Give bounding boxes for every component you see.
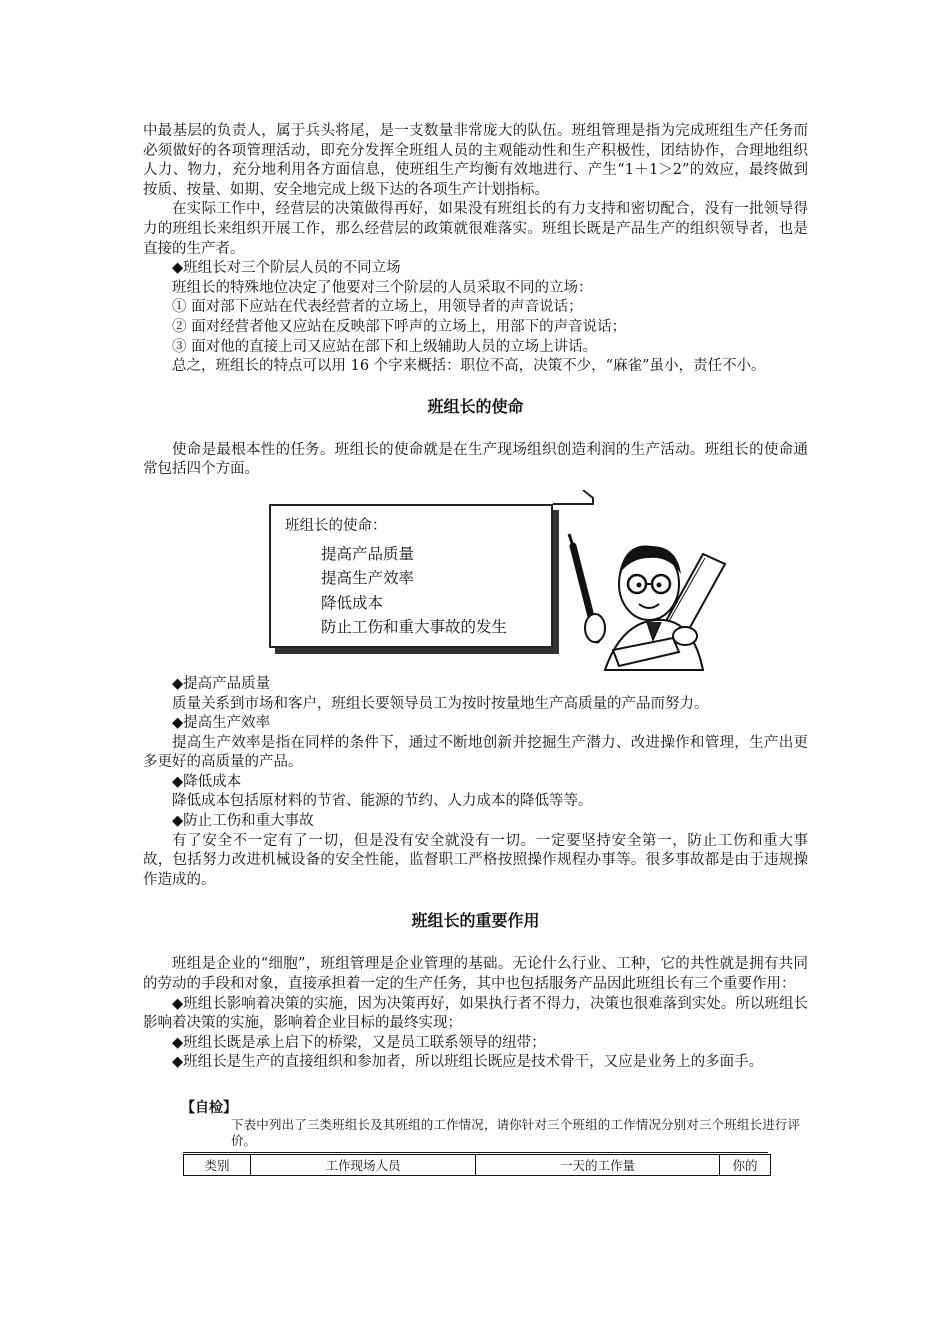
- cartoon-man-illustration: [553, 490, 743, 675]
- table-header-row: [184, 1155, 771, 1176]
- intro-paragraph-2: 在实际工作中，经营层的决策做得再好，如果没有班组长的有力支持和密切配合，没有一批领导得力的班组长来组织开展工作，那么经营层的政策就很难落实。班组长既是产品生产的组织领导者，也是直接的生产者。: [143, 201, 808, 257]
- summary-paragraph: 总之，班组长的特点可以用 16 个字来概括：职位不高，决策不少，“麻雀”虽小，责任不小。: [172, 358, 766, 375]
- mission-figure-item: 防止工伤和重大事故的发生: [321, 618, 508, 637]
- mission-figure: [143, 490, 808, 675]
- mission-figure-item: 提高生产效率: [321, 569, 415, 588]
- mission-figure-title: 班组长的使命：: [285, 517, 387, 534]
- document-page: [143, 122, 808, 1176]
- stance-intro: 班组长的特殊地位决定了他要对三个阶层的人员采取不同的立场：: [172, 279, 593, 296]
- mission-figure-list: [321, 542, 507, 640]
- stance-heading: ◆班组长对三个阶层人员的不同立场: [172, 260, 401, 277]
- role-intro: 班组是企业的“细胞”，班组管理是企业管理的基础。无论什么行业、工种，它的共性就是拥有共同的劳动的手段和对象，直接承担着一定的生产任务，其中也包括服务产品因此班组长有三个重要作用：: [143, 956, 808, 993]
- role-item-3: ◆班组长是生产的直接组织和参加者，所以班组长既应是技术骨干，又应是业务上的多面手。: [172, 1054, 764, 1071]
- selfcheck-table: [183, 1154, 771, 1176]
- intro-paragraph-1: 中最基层的负责人，属于兵头将尾，是一支数量非常庞大的队伍。班组管理是指为完成班组生产任务而必须做好的各项管理活动，即充分发挥全班组人员的主观能动性和生产积极性，团结协作，合理地组织人力、物力，充分地利用各方面信息，使班组生产均衡有效地进行、产生“1＋1＞2”的效应，最终做到按质、按量、如期、安全地完成上级下达的各项生产计划指标。: [143, 123, 808, 198]
- table-header-cell: 类别: [184, 1155, 251, 1176]
- stance-item-2: ② 面对经营者他又应站在反映部下呼声的立场上，用部下的声音说话；: [172, 318, 627, 335]
- role-item-2: ◆班组长既是承上启下的桥梁，又是员工联系领导的纽带；: [172, 1034, 546, 1051]
- role-item-1: ◆班组长影响着决策的实施，因为决策再好，如果执行者不得力，决策也很难落到实处。所以班组长影响着决策的实施，影响着企业目标的最终实现；: [143, 995, 808, 1032]
- table-header-cell: 工作现场人员: [251, 1155, 476, 1176]
- quality-heading: ◆提高产品质量: [172, 675, 271, 692]
- stance-item-1: ① 面对部下应站在代表经营者的立场上，用领导者的声音说话；: [172, 299, 583, 316]
- efficiency-text: 提高生产效率是指在同样的条件下，通过不断地创新并挖掘生产潜力、改进操作和管理，生产出更多更好的高质量的产品。: [143, 734, 808, 771]
- mission-figure-item: 降低成本: [321, 593, 384, 612]
- safety-heading: ◆防止工伤和重大事故: [172, 813, 314, 830]
- quality-text: 质量关系到市场和客户，班组长要领导员工为按时按量地生产高质量的产品而努力。: [172, 695, 709, 712]
- cost-heading: ◆降低成本: [172, 773, 242, 790]
- role-section-title: 班组长的重要作用: [411, 911, 540, 931]
- table-top-rule: [183, 1152, 768, 1153]
- selfcheck-heading: 【自检】: [181, 1100, 237, 1116]
- table-header-cell: 一天的工作量: [476, 1155, 720, 1176]
- mission-section-title: 班组长的使命: [427, 396, 524, 416]
- table-header-cell: 你的: [720, 1155, 771, 1176]
- mission-figure-box: [269, 504, 553, 648]
- cost-text: 降低成本包括原材料的节省、能源的节约、人力成本的降低等等。: [172, 793, 593, 810]
- mission-figure-item: 提高产品质量: [321, 544, 415, 563]
- efficiency-heading: ◆提高生产效率: [172, 715, 271, 732]
- stance-item-3: ③ 面对他的直接上司又应站在部下和上级辅助人员的立场上讲话。: [172, 338, 598, 355]
- selfcheck-section: [143, 1097, 808, 1176]
- safety-text: 有了安全不一定有了一切，但是没有安全就没有一切。一定要坚持安全第一，防止工伤和重大事故，包括努力改进机械设备的安全性能，监督职工严格按照操作规程办事等。很多事故都是由于违规操作造成的。: [143, 832, 808, 888]
- mission-intro: 使命是最根本性的任务。班组长的使命就是在生产现场组织创造利润的生产活动。班组长的使命通常包括四个方面。: [143, 441, 808, 478]
- selfcheck-instructions: 下表中列出了三类班组长及其班组的工作情况，请你针对三个班组的工作情况分别对三个班组长进行评价。: [231, 1117, 800, 1148]
